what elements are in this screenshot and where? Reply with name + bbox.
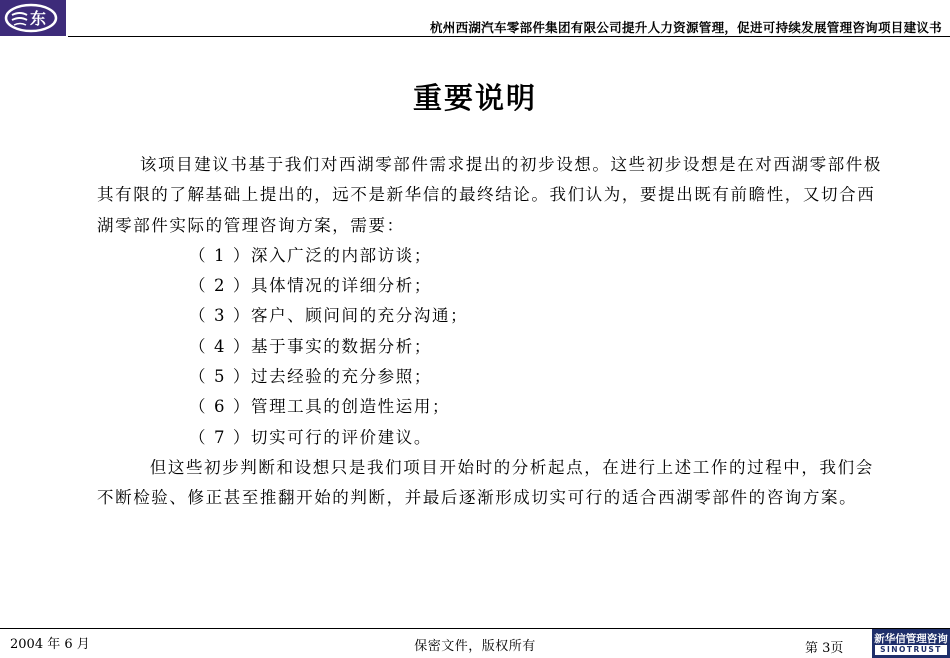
list-item: （ 5 ）过去经验的充分参照； [189, 367, 432, 387]
company-logo [0, 0, 66, 36]
list-item: （ 6 ）管理工具的创造性运用； [189, 397, 451, 417]
sinotrust-logo-cn: 新华信管理咨询 [874, 633, 948, 645]
header [0, 0, 950, 38]
footer-confidential-notice: 保密文件，版权所有 [414, 639, 536, 654]
footer-date: 2004 年 6 月 [10, 637, 90, 652]
list-item: （ 4 ）基于事实的数据分析； [189, 336, 432, 356]
footer-divider [0, 628, 950, 629]
list-item: （ 2 ）具体情况的详细分析； [189, 276, 432, 296]
header-divider [68, 36, 950, 37]
intro-paragraph: 该项目建议书基于我们对西湖零部件需求提出的初步设想。这些初步设想是在对西湖零部件极其有限的了解基础上提出的，远不是新华信的最终结论。我们认为，要提出既有前瞻性，又切合西湖零部件实际的管理咨询方案，需要： [97, 155, 882, 235]
list-item: （ 3 ）客户、顾问间的充分沟通； [189, 306, 469, 326]
page-number: 第 3页 [805, 641, 844, 656]
list-item: （ 1 ）深入广泛的内部访谈； [189, 245, 432, 265]
sinotrust-logo-en: SINOTRUST [875, 645, 947, 655]
sinotrust-logo [872, 629, 950, 658]
dongchang-logo-icon [0, 0, 66, 36]
page-title: 重要说明 [412, 81, 537, 115]
body-text [97, 150, 887, 514]
closing-paragraph: 但这些初步判断和设想只是我们项目开始时的分析起点，在进行上述工作的过程中，我们会不断检验、修正甚至推翻开始的判断，并最后逐渐形成切实可行的适合西湖零部件的咨询方案。 [97, 457, 874, 508]
document-header-title: 杭州西湖汽车零部件集团有限公司提升人力资源管理，促进可持续发展管理咨询项目建议书 [429, 20, 942, 35]
logo-char: 东 [29, 9, 47, 28]
list-item: （ 7 ）切实可行的评价建议。 [189, 427, 432, 447]
